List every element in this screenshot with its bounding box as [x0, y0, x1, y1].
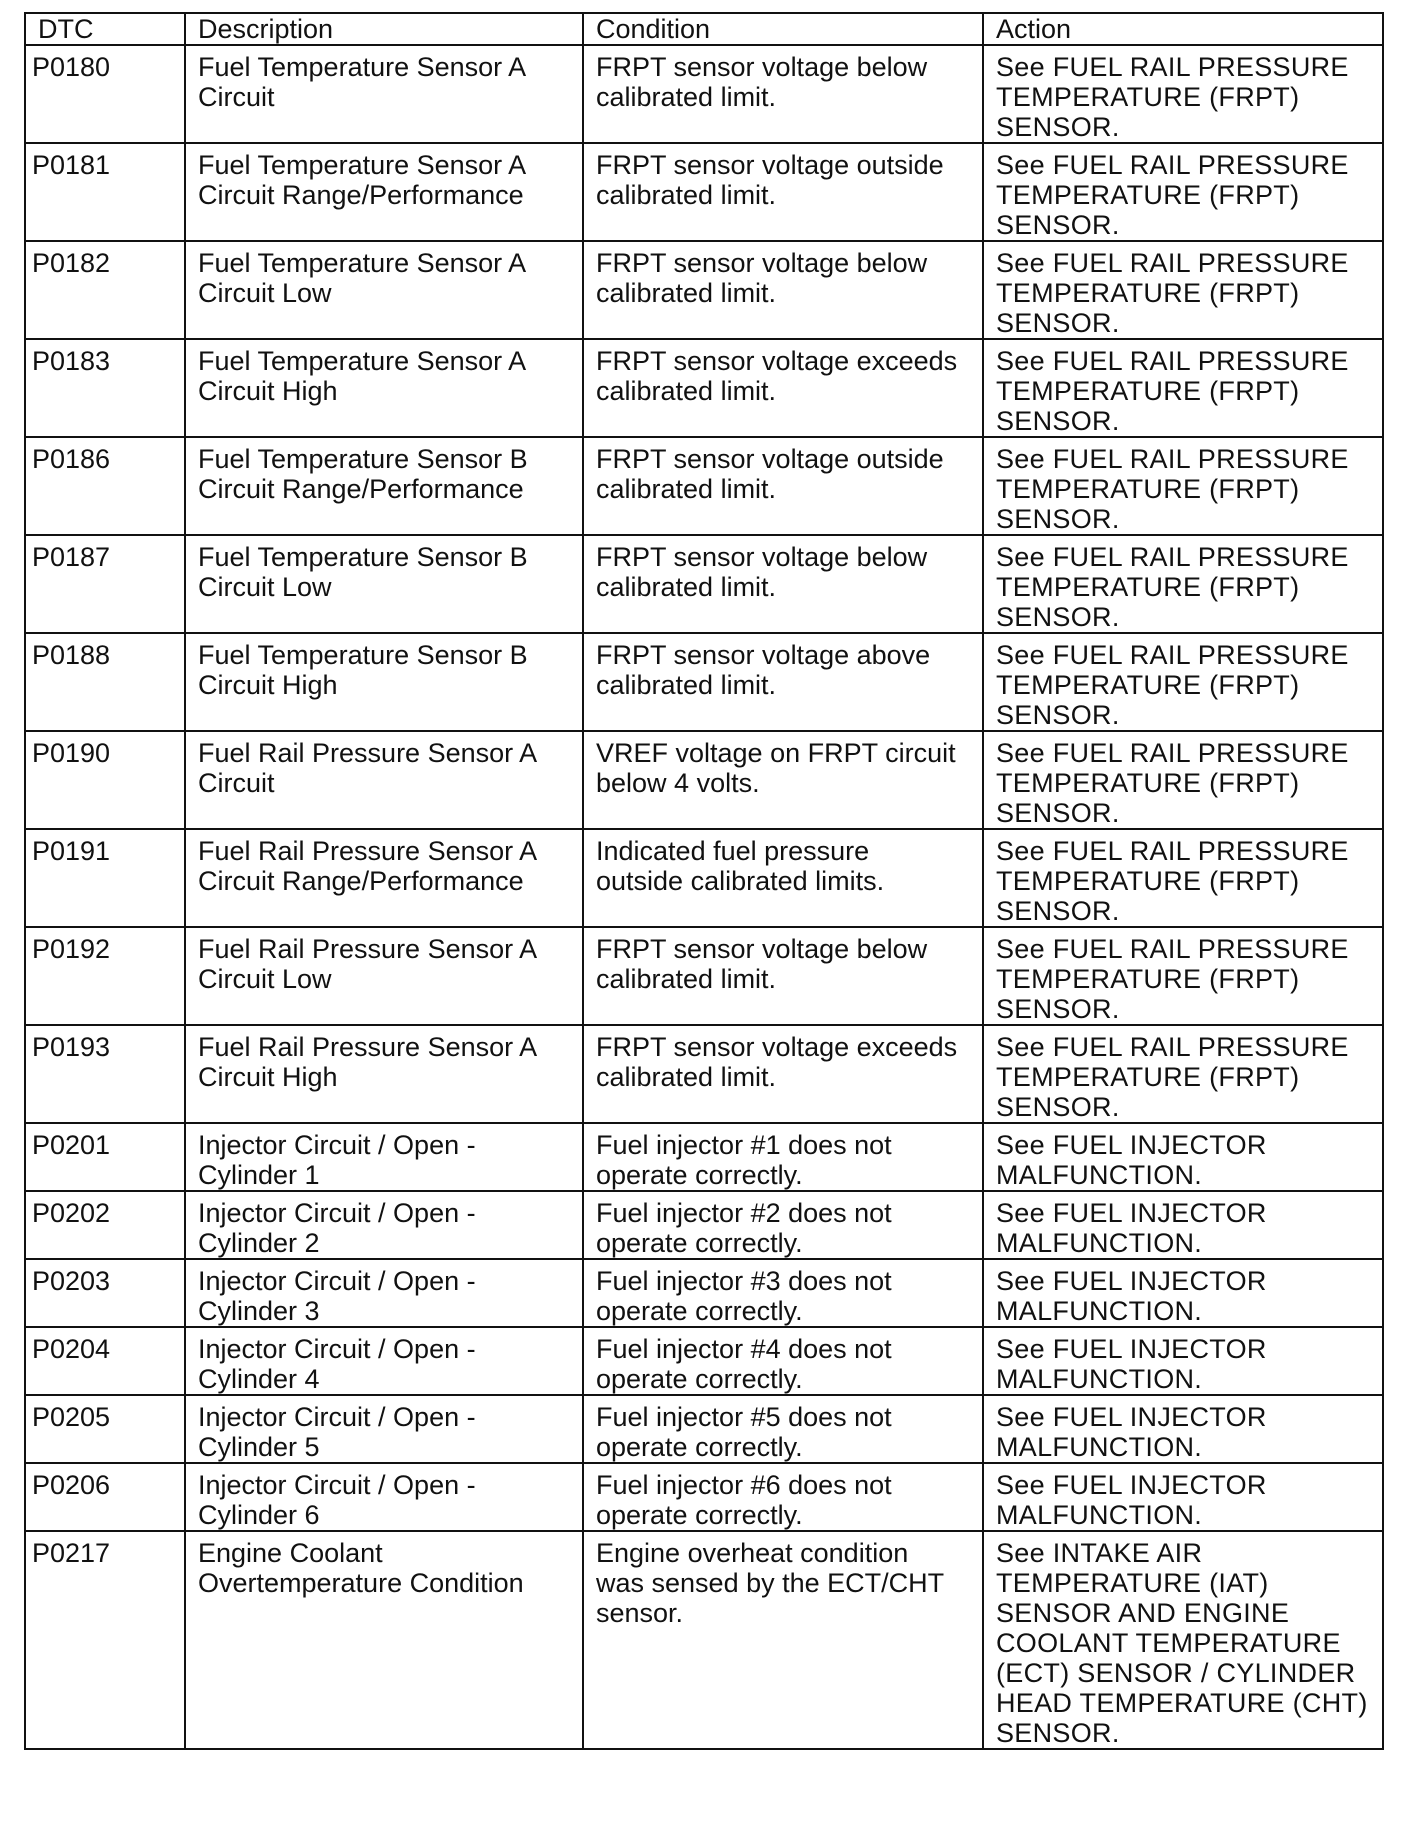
cell-condition: FRPT sensor voltage outside calibrated limit.: [583, 143, 983, 241]
cell-dtc-code: P0182: [25, 241, 185, 339]
header-dtc: DTC: [25, 13, 185, 45]
table-row: [25, 1463, 1383, 1531]
cell-condition: Fuel injector #4 does not operate correctly.: [583, 1327, 983, 1395]
cell-condition: FRPT sensor voltage below calibrated limit.: [583, 927, 983, 1025]
cell-description: Fuel Rail Pressure Sensor A Circuit: [185, 731, 583, 829]
cell-condition: FRPT sensor voltage exceeds calibrated limit.: [583, 1025, 983, 1123]
table-row: [25, 339, 1383, 437]
cell-action: See FUEL INJECTOR MALFUNCTION.: [983, 1259, 1383, 1327]
cell-description: Fuel Temperature Sensor A Circuit: [185, 45, 583, 143]
cell-action: See FUEL RAIL PRESSURE TEMPERATURE (FRPT) SENSOR.: [983, 143, 1383, 241]
cell-action: See FUEL RAIL PRESSURE TEMPERATURE (FRPT) SENSOR.: [983, 829, 1383, 927]
cell-dtc-code: P0193: [25, 1025, 185, 1123]
table-row: [25, 437, 1383, 535]
cell-action: See FUEL INJECTOR MALFUNCTION.: [983, 1327, 1383, 1395]
cell-description: Fuel Temperature Sensor A Circuit Low: [185, 241, 583, 339]
cell-action: See FUEL RAIL PRESSURE TEMPERATURE (FRPT) SENSOR.: [983, 1025, 1383, 1123]
cell-action: See FUEL INJECTOR MALFUNCTION.: [983, 1463, 1383, 1531]
cell-dtc-code: P0201: [25, 1123, 185, 1191]
table-row: [25, 633, 1383, 731]
header-condition: Condition: [583, 13, 983, 45]
cell-dtc-code: P0203: [25, 1259, 185, 1327]
table-row: [25, 927, 1383, 1025]
cell-description: Injector Circuit / Open - Cylinder 1: [185, 1123, 583, 1191]
table-row: [25, 1395, 1383, 1463]
dtc-table: [24, 12, 1384, 1750]
cell-dtc-code: P0191: [25, 829, 185, 927]
table-header: [25, 13, 1383, 45]
cell-dtc-code: P0180: [25, 45, 185, 143]
table-body: [25, 45, 1383, 1749]
cell-condition: FRPT sensor voltage above calibrated limit.: [583, 633, 983, 731]
cell-condition: Fuel injector #3 does not operate correctly.: [583, 1259, 983, 1327]
cell-description: Injector Circuit / Open - Cylinder 3: [185, 1259, 583, 1327]
cell-dtc-code: P0188: [25, 633, 185, 731]
cell-dtc-code: P0190: [25, 731, 185, 829]
cell-action: See FUEL RAIL PRESSURE TEMPERATURE (FRPT) SENSOR.: [983, 241, 1383, 339]
header-action: Action: [983, 13, 1383, 45]
cell-condition: Fuel injector #5 does not operate correctly.: [583, 1395, 983, 1463]
cell-dtc-code: P0187: [25, 535, 185, 633]
cell-condition: FRPT sensor voltage exceeds calibrated limit.: [583, 339, 983, 437]
cell-action: See FUEL INJECTOR MALFUNCTION.: [983, 1395, 1383, 1463]
cell-action: See FUEL INJECTOR MALFUNCTION.: [983, 1123, 1383, 1191]
table-row: [25, 1123, 1383, 1191]
cell-action: See FUEL RAIL PRESSURE TEMPERATURE (FRPT) SENSOR.: [983, 535, 1383, 633]
cell-condition: FRPT sensor voltage outside calibrated limit.: [583, 437, 983, 535]
cell-dtc-code: P0183: [25, 339, 185, 437]
cell-description: Fuel Rail Pressure Sensor A Circuit Range/Performance: [185, 829, 583, 927]
cell-description: Fuel Temperature Sensor A Circuit High: [185, 339, 583, 437]
table-row: [25, 731, 1383, 829]
header-row: [25, 13, 1383, 45]
cell-condition: Fuel injector #6 does not operate correctly.: [583, 1463, 983, 1531]
table-row: [25, 1025, 1383, 1123]
table-row: [25, 535, 1383, 633]
cell-condition: Engine overheat condition was sensed by the ECT/CHT sensor.: [583, 1531, 983, 1749]
table-row: [25, 45, 1383, 143]
cell-description: Engine Coolant Overtemperature Condition: [185, 1531, 583, 1749]
cell-dtc-code: P0186: [25, 437, 185, 535]
table-row: [25, 143, 1383, 241]
cell-description: Fuel Rail Pressure Sensor A Circuit Low: [185, 927, 583, 1025]
table-row: [25, 1259, 1383, 1327]
cell-action: See INTAKE AIR TEMPERATURE (IAT) SENSOR AND ENGINE COOLANT TEMPERATURE (ECT) SENSOR / CYLINDER HEAD TEMPERATURE (CHT) SENSOR.: [983, 1531, 1383, 1749]
cell-condition: FRPT sensor voltage below calibrated limit.: [583, 45, 983, 143]
cell-dtc-code: P0205: [25, 1395, 185, 1463]
cell-description: Fuel Temperature Sensor B Circuit High: [185, 633, 583, 731]
cell-dtc-code: P0192: [25, 927, 185, 1025]
cell-action: See FUEL RAIL PRESSURE TEMPERATURE (FRPT) SENSOR.: [983, 437, 1383, 535]
cell-condition: FRPT sensor voltage below calibrated limit.: [583, 241, 983, 339]
cell-description: Fuel Temperature Sensor B Circuit Range/Performance: [185, 437, 583, 535]
cell-action: See FUEL RAIL PRESSURE TEMPERATURE (FRPT) SENSOR.: [983, 731, 1383, 829]
cell-dtc-code: P0204: [25, 1327, 185, 1395]
cell-description: Fuel Rail Pressure Sensor A Circuit High: [185, 1025, 583, 1123]
cell-description: Injector Circuit / Open - Cylinder 4: [185, 1327, 583, 1395]
table-row: [25, 1531, 1383, 1749]
header-description: Description: [185, 13, 583, 45]
table-row: [25, 1327, 1383, 1395]
table-row: [25, 241, 1383, 339]
cell-action: See FUEL RAIL PRESSURE TEMPERATURE (FRPT) SENSOR.: [983, 339, 1383, 437]
cell-description: Injector Circuit / Open - Cylinder 5: [185, 1395, 583, 1463]
cell-description: Fuel Temperature Sensor A Circuit Range/Performance: [185, 143, 583, 241]
cell-description: Fuel Temperature Sensor B Circuit Low: [185, 535, 583, 633]
cell-condition: Indicated fuel pressure outside calibrated limits.: [583, 829, 983, 927]
cell-action: See FUEL RAIL PRESSURE TEMPERATURE (FRPT) SENSOR.: [983, 45, 1383, 143]
cell-action: See FUEL RAIL PRESSURE TEMPERATURE (FRPT) SENSOR.: [983, 633, 1383, 731]
cell-action: See FUEL INJECTOR MALFUNCTION.: [983, 1191, 1383, 1259]
cell-dtc-code: P0206: [25, 1463, 185, 1531]
cell-condition: VREF voltage on FRPT circuit below 4 volts.: [583, 731, 983, 829]
cell-dtc-code: P0181: [25, 143, 185, 241]
cell-action: See FUEL RAIL PRESSURE TEMPERATURE (FRPT) SENSOR.: [983, 927, 1383, 1025]
cell-condition: FRPT sensor voltage below calibrated limit.: [583, 535, 983, 633]
cell-condition: Fuel injector #1 does not operate correctly.: [583, 1123, 983, 1191]
cell-dtc-code: P0217: [25, 1531, 185, 1749]
cell-condition: Fuel injector #2 does not operate correctly.: [583, 1191, 983, 1259]
cell-description: Injector Circuit / Open - Cylinder 6: [185, 1463, 583, 1531]
cell-description: Injector Circuit / Open - Cylinder 2: [185, 1191, 583, 1259]
table-row: [25, 829, 1383, 927]
table-row: [25, 1191, 1383, 1259]
cell-dtc-code: P0202: [25, 1191, 185, 1259]
